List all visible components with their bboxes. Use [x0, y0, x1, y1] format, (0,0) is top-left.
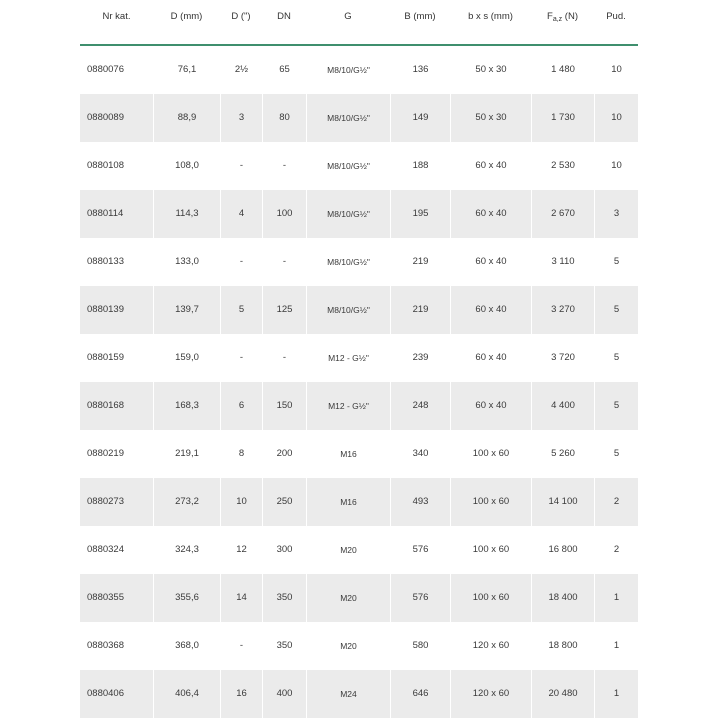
faz-label-sub: a,z [552, 16, 563, 23]
table-row [80, 526, 638, 574]
cell-pud: 10 [611, 64, 622, 75]
header-nr: Nr kat. [102, 11, 131, 22]
cell-d_in: - [239, 640, 244, 651]
cell-bxs: 50 x 30 [475, 64, 507, 75]
cell-pud: 2 [595, 478, 638, 526]
faz-label-main: F [547, 11, 553, 22]
cell-faz: 14 100 [532, 478, 594, 526]
header-bxs: b x s (mm) [468, 11, 513, 22]
cell-d_in: - [239, 160, 244, 171]
cell-d_mm: 355,6 [154, 574, 220, 622]
cell-g: M16 [307, 478, 390, 526]
cell-nr: 0880368 [87, 640, 124, 651]
table-body [80, 46, 638, 718]
cell-pud: 5 [613, 448, 620, 459]
cell-dn: 150 [263, 382, 306, 430]
cell-b_mm: 239 [412, 352, 429, 363]
table-row [80, 142, 638, 190]
cell-d_in: 5 [221, 286, 262, 334]
table-row [80, 670, 638, 718]
cell-faz: 5 260 [551, 448, 575, 459]
cell-pud: 1 [613, 640, 620, 651]
cell-nr: 0880133 [87, 256, 124, 267]
table-header [80, 0, 638, 46]
cell-dn: 350 [276, 640, 293, 651]
cell-nr: 0880139 [80, 286, 153, 334]
cell-g: M24 [307, 670, 390, 718]
cell-nr: 0880089 [80, 94, 153, 142]
cell-dn: 400 [263, 670, 306, 718]
cell-pud: 2 [613, 544, 620, 555]
header-pud: Pud. [606, 11, 626, 22]
cell-bxs: 100 x 60 [472, 544, 510, 555]
cell-d_mm: 159,0 [175, 352, 199, 363]
cell-nr: 0880406 [80, 670, 153, 718]
cell-dn: 250 [263, 478, 306, 526]
cell-dn: 100 [263, 190, 306, 238]
cell-pud: 5 [595, 286, 638, 334]
table-row [80, 334, 638, 382]
cell-d_in: 8 [238, 448, 245, 459]
table-row [80, 622, 638, 670]
cell-d_mm: 324,3 [175, 544, 199, 555]
cell-g: M12 - G½" [328, 353, 369, 363]
cell-faz: 18 800 [548, 640, 578, 651]
cell-faz: 18 400 [532, 574, 594, 622]
cell-dn: 65 [279, 64, 290, 75]
cell-b_mm: 149 [391, 94, 450, 142]
cell-d_mm: 76,1 [177, 64, 197, 75]
product-table [80, 0, 638, 718]
cell-dn: 80 [263, 94, 306, 142]
cell-nr: 0880355 [80, 574, 153, 622]
cell-b_mm: 219 [412, 256, 429, 267]
cell-bxs: 100 x 60 [451, 478, 531, 526]
cell-b_mm: 493 [391, 478, 450, 526]
cell-g: M8/10/G½" [327, 161, 370, 171]
cell-d_in: 14 [221, 574, 262, 622]
cell-b_mm: 576 [412, 544, 429, 555]
cell-d_mm: 368,0 [175, 640, 199, 651]
cell-b_mm: 188 [412, 160, 429, 171]
cell-g: M8/10/G½" [327, 65, 370, 75]
cell-faz: 3 110 [551, 256, 575, 267]
cell-dn: - [282, 352, 287, 363]
cell-dn: 200 [276, 448, 293, 459]
table-row [80, 430, 638, 478]
cell-pud: 5 [595, 382, 638, 430]
cell-faz: 3 720 [551, 352, 575, 363]
cell-d_in: 4 [221, 190, 262, 238]
cell-bxs: 120 x 60 [472, 640, 510, 651]
table-row [80, 46, 638, 94]
header-faz [531, 11, 594, 23]
cell-bxs: 60 x 40 [451, 382, 531, 430]
cell-g: M20 [340, 641, 357, 651]
cell-dn: - [282, 160, 287, 171]
table-row [80, 574, 638, 622]
cell-b_mm: 195 [391, 190, 450, 238]
header-d_in: D (") [231, 11, 251, 22]
cell-g: M8/10/G½" [307, 190, 390, 238]
table-row [80, 478, 638, 526]
cell-d_mm: 139,7 [154, 286, 220, 334]
cell-pud: 1 [595, 574, 638, 622]
cell-faz: 2 530 [551, 160, 575, 171]
cell-g: M8/10/G½" [307, 286, 390, 334]
cell-d_mm: 273,2 [154, 478, 220, 526]
cell-g: M8/10/G½" [307, 94, 390, 142]
cell-dn: 300 [276, 544, 293, 555]
faz-label-unit: (N) [562, 11, 578, 22]
cell-dn: 350 [263, 574, 306, 622]
cell-b_mm: 646 [391, 670, 450, 718]
cell-d_in: 6 [221, 382, 262, 430]
cell-pud: 10 [611, 160, 622, 171]
cell-d_mm: 406,4 [154, 670, 220, 718]
cell-g: M8/10/G½" [327, 257, 370, 267]
cell-nr: 0880114 [80, 190, 153, 238]
cell-d_mm: 108,0 [175, 160, 199, 171]
cell-pud: 5 [613, 256, 620, 267]
cell-bxs: 60 x 40 [451, 190, 531, 238]
cell-nr: 0880108 [87, 160, 124, 171]
cell-d_mm: 88,9 [154, 94, 220, 142]
cell-pud: 1 [595, 670, 638, 718]
cell-d_in: - [239, 256, 244, 267]
cell-d_in: 16 [221, 670, 262, 718]
header-dn: DN [277, 11, 291, 22]
cell-faz: 4 400 [532, 382, 594, 430]
cell-d_in: - [239, 352, 244, 363]
header-b_mm: B (mm) [404, 11, 436, 22]
table-row [80, 286, 638, 334]
cell-bxs: 60 x 40 [451, 286, 531, 334]
cell-faz: 3 270 [532, 286, 594, 334]
cell-faz: 1 730 [532, 94, 594, 142]
cell-g: M20 [307, 574, 390, 622]
cell-bxs: 100 x 60 [472, 448, 510, 459]
header-g: G [344, 11, 352, 22]
cell-bxs: 60 x 40 [475, 256, 507, 267]
cell-faz: 2 670 [532, 190, 594, 238]
cell-faz: 16 800 [548, 544, 578, 555]
cell-pud: 5 [613, 352, 620, 363]
cell-faz: 20 480 [532, 670, 594, 718]
cell-bxs: 100 x 60 [451, 574, 531, 622]
cell-dn: - [282, 256, 287, 267]
cell-nr: 0880168 [80, 382, 153, 430]
cell-g: M20 [340, 545, 357, 555]
cell-b_mm: 576 [391, 574, 450, 622]
cell-b_mm: 136 [412, 64, 429, 75]
table-row [80, 190, 638, 238]
cell-b_mm: 340 [412, 448, 429, 459]
table-row [80, 238, 638, 286]
cell-bxs: 50 x 30 [451, 94, 531, 142]
cell-g: M16 [340, 449, 357, 459]
cell-b_mm: 580 [412, 640, 429, 651]
cell-nr: 0880219 [87, 448, 124, 459]
cell-d_mm: 133,0 [175, 256, 199, 267]
cell-d_mm: 114,3 [154, 190, 220, 238]
cell-pud: 3 [595, 190, 638, 238]
cell-d_in: 10 [221, 478, 262, 526]
cell-d_mm: 219,1 [175, 448, 199, 459]
cell-pud: 10 [595, 94, 638, 142]
cell-d_in: 3 [221, 94, 262, 142]
table-row [80, 382, 638, 430]
cell-dn: 125 [263, 286, 306, 334]
cell-nr: 0880324 [87, 544, 124, 555]
cell-bxs: 120 x 60 [451, 670, 531, 718]
cell-g: M12 - G½" [307, 382, 390, 430]
cell-nr: 0880273 [80, 478, 153, 526]
cell-bxs: 60 x 40 [475, 160, 507, 171]
cell-bxs: 60 x 40 [475, 352, 507, 363]
cell-d_in: 2½ [234, 64, 249, 75]
cell-faz: 1 480 [551, 64, 575, 75]
cell-d_mm: 168,3 [154, 382, 220, 430]
cell-nr: 0880076 [87, 64, 124, 75]
header-d_mm: D (mm) [170, 11, 203, 22]
cell-b_mm: 248 [391, 382, 450, 430]
table-row [80, 94, 638, 142]
cell-b_mm: 219 [391, 286, 450, 334]
cell-d_in: 12 [236, 544, 247, 555]
cell-nr: 0880159 [87, 352, 124, 363]
